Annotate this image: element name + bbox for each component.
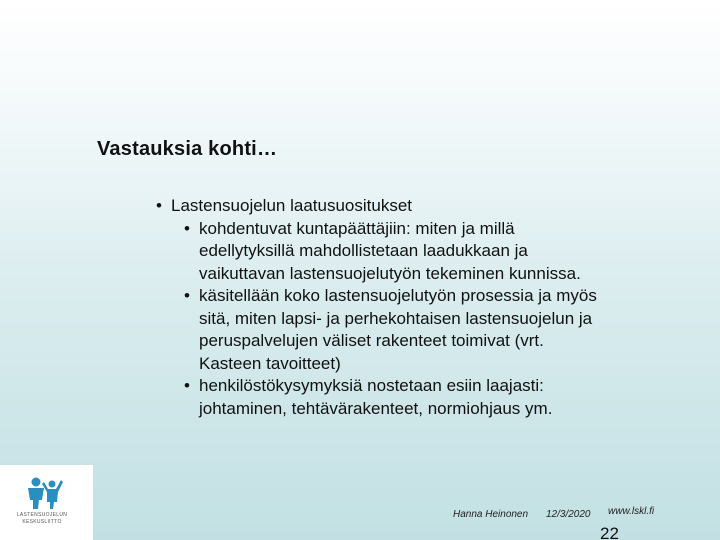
bullet-main: • Lastensuojelun laatusuositukset <box>156 195 676 218</box>
sub-bullet-1-line-3: vaikuttavan lastensuojelutyön tekeminen kunnissa. <box>199 263 581 283</box>
sub-bullet-3-line-1: • henkilöstökysymyksiä nostetaan esiin laajasti: <box>199 376 544 395</box>
footer-url[interactable]: www.lskl.fi <box>608 506 655 517</box>
logo-line-1: LASTENSUOJELUN <box>16 512 68 518</box>
sub-bullet-2 <box>184 285 676 375</box>
family-figures-icon <box>22 476 64 515</box>
footer-date: 12/3/2020 <box>546 509 591 520</box>
logo-line-2: KESKUSLIITTO <box>22 519 62 525</box>
sub-bullet-1-line-1: • kohdentuvat kuntapäättäjiin: miten ja millä <box>199 218 515 238</box>
sub-bullet-3-line-2: johtaminen, tehtävärakenteet, normiohjaus ym. <box>199 398 553 418</box>
sub-bullet-1-line-2: edellytyksillä mahdollistetaan laadukkaan ja <box>199 241 528 260</box>
footer-author: Hanna Heinonen <box>453 509 529 520</box>
sub-bullet-2-line-4: Kasteen tavoitteet) <box>199 353 341 373</box>
logo-wordmark <box>6 512 78 526</box>
bullet-list <box>156 195 676 420</box>
slide-title: Vastauksia kohti… <box>97 138 278 160</box>
sub-bullet-2-line-1: • käsitellään koko lastensuojelutyön prosessia ja myös <box>199 286 597 305</box>
sub-bullet-1 <box>184 218 676 286</box>
page-number: 22 <box>600 524 619 540</box>
sub-bullet-3 <box>184 375 676 420</box>
sub-bullet-2-line-3: peruspalvelujen väliset rakenteet toimivat (vrt. <box>199 331 544 350</box>
sub-bullet-2-line-2: sitä, miten lapsi- ja perhekohtaisen lastensuojelun ja <box>199 308 593 328</box>
